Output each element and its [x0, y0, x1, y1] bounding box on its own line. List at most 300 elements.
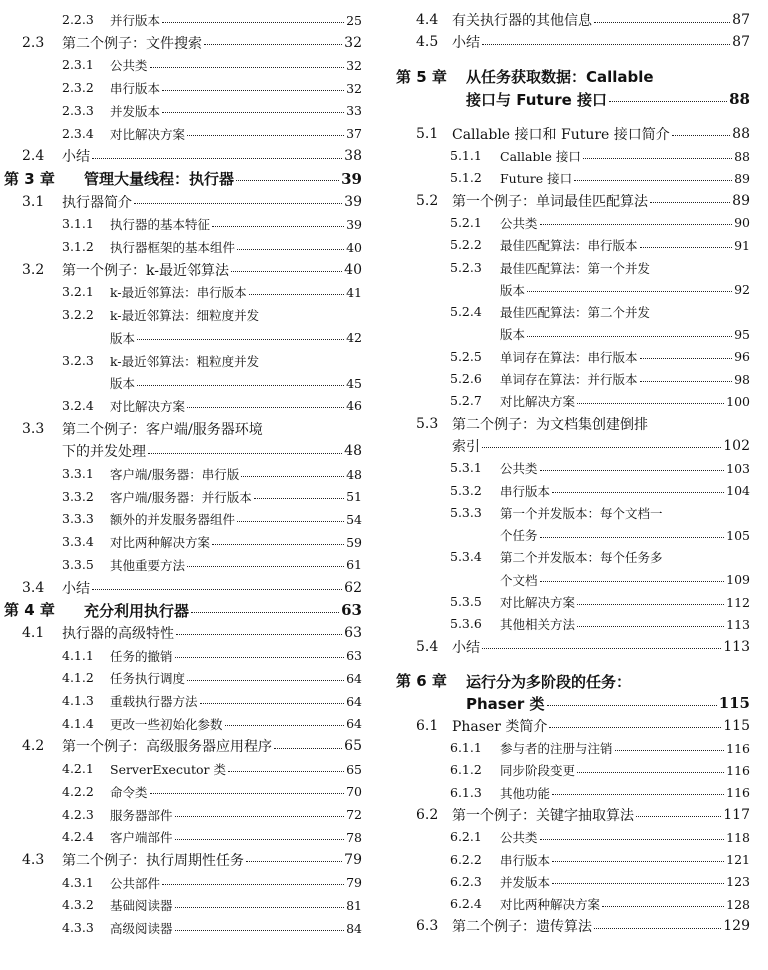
- toc-entry: [0, 281, 362, 303]
- toc-entry-title: 版本: [500, 327, 526, 343]
- toc-entry: [392, 390, 750, 412]
- dot-leader: [274, 748, 342, 749]
- toc-entry-page: 115: [723, 717, 750, 734]
- toc-entry-number: 6.1.3: [450, 784, 482, 800]
- dot-leader: [175, 930, 345, 931]
- toc-entry-number: 4.2.3: [62, 806, 94, 822]
- toc-entry-title: 客户端/服务器：串行版: [110, 467, 240, 482]
- toc-entry-number: 3.3: [22, 420, 45, 437]
- toc-entry-number: 3.1.2: [62, 239, 94, 254]
- toc-entry-title: Future 接口: [500, 171, 573, 187]
- dot-leader: [549, 727, 721, 728]
- toc-entry-number: 2.3: [22, 34, 45, 51]
- toc-entry-title: k-最近邻算法：粗粒度并发: [110, 353, 260, 369]
- dot-leader: [577, 626, 724, 627]
- toc-entry-number: 4.1.2: [62, 670, 94, 686]
- toc-entry-page: 88: [734, 148, 750, 164]
- dot-leader: [540, 537, 725, 538]
- toc-entry-number: 5.3.1: [450, 460, 482, 476]
- toc-entry-title: 第二个例子：执行周期性任务: [62, 852, 244, 869]
- toc-entry-page: 65: [346, 761, 362, 777]
- toc-entry-number: 5.1: [416, 125, 439, 142]
- toc-entry-title: 有关执行器的其他信息: [452, 13, 592, 29]
- toc-entry: [392, 66, 750, 88]
- toc-entry-page: 33: [346, 103, 362, 119]
- toc-entry: [0, 463, 362, 485]
- toc-entry-title: 版本: [500, 282, 526, 298]
- toc-entry-title: 从任务获取数据：Callable: [466, 68, 654, 87]
- toc-entry: [0, 372, 362, 394]
- toc-entry-page: 104: [726, 483, 750, 499]
- toc-entry-number: 3.3.5: [62, 556, 94, 572]
- toc-entry: [392, 145, 750, 167]
- dot-leader: [672, 135, 730, 136]
- toc-entry-title: k-最近邻算法：串行版本: [110, 285, 247, 301]
- dot-leader: [148, 453, 342, 454]
- toc-entry-page: 64: [346, 693, 362, 709]
- toc-entry-page: 40: [346, 239, 362, 255]
- toc-entry-title: 公共类: [500, 215, 538, 231]
- toc-entry-title: 最佳匹配算法：串行版本: [500, 238, 638, 254]
- dot-leader: [482, 44, 730, 45]
- toc-entry: [0, 917, 362, 939]
- toc-entry-number: 4.4: [416, 12, 439, 28]
- toc-entry-page: 103: [726, 460, 750, 476]
- toc-entry-page: 121: [726, 852, 750, 868]
- dot-leader: [137, 339, 344, 340]
- toc-entry-page: 109: [726, 572, 750, 588]
- dot-leader: [552, 883, 724, 884]
- toc-entry-page: 123: [726, 874, 750, 890]
- toc-entry-number: 6.3: [416, 918, 439, 935]
- toc-entry-page: 40: [344, 261, 362, 278]
- toc-entry: [0, 486, 362, 508]
- toc-entry: [392, 301, 750, 323]
- toc-entry-number: 5.2.2: [450, 237, 482, 253]
- toc-entry-title: Phaser 类: [466, 694, 545, 713]
- toc-entry-number: 4.2: [22, 738, 45, 755]
- toc-entry-number: 5.3: [416, 415, 439, 432]
- toc-entry-page: 48: [346, 466, 362, 482]
- dot-leader: [527, 336, 732, 337]
- toc-entry-number: 5.2.1: [450, 214, 482, 230]
- toc-entry-page: 90: [734, 215, 750, 231]
- dot-leader: [552, 492, 724, 493]
- dot-leader: [640, 247, 733, 248]
- toc-entry-number: 5.2.5: [450, 348, 482, 364]
- toc-entry-page: 79: [346, 875, 362, 891]
- dot-leader: [540, 224, 733, 225]
- toc-entry-page: 54: [346, 511, 362, 527]
- toc-entry: [0, 168, 362, 190]
- dot-leader: [175, 816, 345, 817]
- toc-entry-title: 对比解决方案: [110, 398, 186, 414]
- toc-entry-title: 客户端/服务器：并行版本: [110, 489, 252, 505]
- dot-leader: [527, 291, 732, 292]
- toc-entry-page: 39: [341, 169, 362, 188]
- toc-entry-number: 6.2.4: [450, 896, 482, 912]
- toc-entry: [0, 781, 362, 803]
- toc-entry-page: 117: [723, 806, 750, 823]
- toc-entry-number: 4.3.3: [62, 920, 94, 935]
- toc-entry: [392, 670, 750, 692]
- dot-leader: [574, 180, 732, 181]
- toc-entry-title: 串行版本: [500, 483, 551, 499]
- toc-entry-page: 42: [346, 330, 362, 346]
- toc-entry: [392, 524, 750, 546]
- toc-entry: [392, 190, 750, 212]
- toc-entry-page: 112: [726, 594, 750, 610]
- toc-entry: [0, 440, 362, 462]
- dot-leader: [134, 203, 342, 204]
- toc-entry-number: 4.1.4: [62, 715, 94, 731]
- toc-entry-page: 48: [344, 443, 362, 460]
- toc-entry-number: 6.2.2: [450, 851, 482, 867]
- toc-entry-number: 3.2: [22, 261, 45, 278]
- dot-leader: [162, 90, 344, 91]
- toc-entry-number: 3.1.1: [62, 216, 94, 232]
- toc-entry: [0, 9, 362, 31]
- toc-entry-title: 单词存在算法：并行版本: [500, 372, 638, 388]
- toc-entry-title: 客户端部件: [110, 830, 173, 846]
- toc-entry: [392, 915, 750, 937]
- toc-entry-title: 执行器简介: [62, 194, 132, 211]
- toc-entry-title: 第二个例子：遗传算法: [452, 919, 592, 936]
- toc-entry-title: 第一个例子：单词最佳匹配算法: [452, 193, 648, 210]
- toc-entry-page: 96: [734, 349, 750, 365]
- toc-entry: [0, 54, 362, 76]
- toc-entry-title: 执行器框架的基本组件: [110, 240, 236, 255]
- toc-entry: [0, 508, 362, 530]
- toc-entry-number: 5.2: [416, 192, 439, 209]
- dot-leader: [212, 226, 344, 227]
- toc-entry-number: 3.3.3: [62, 511, 94, 527]
- toc-entry: [0, 667, 362, 689]
- toc-entry-title: 并发版本: [500, 874, 551, 890]
- toc-entry-title: 并行版本: [110, 13, 161, 28]
- toc-entry-title: 第二个例子：客户端/服务器环境: [62, 421, 263, 438]
- toc-entry-page: 25: [346, 12, 362, 28]
- toc-entry-page: 32: [346, 80, 362, 96]
- toc-entry: [0, 622, 362, 644]
- dot-leader: [191, 612, 339, 613]
- dot-leader: [231, 271, 342, 272]
- toc-entry: [0, 690, 362, 712]
- toc-entry-number: 第 4 章: [4, 601, 55, 620]
- toc-entry: [392, 9, 750, 31]
- toc-entry-title: 小结: [452, 35, 480, 52]
- toc-entry: [392, 257, 750, 279]
- dot-leader: [162, 22, 344, 23]
- toc-entry-number: 5.2.3: [450, 259, 482, 275]
- toc-entry-title: 下的并发处理: [62, 444, 146, 461]
- toc-entry-page: 32: [346, 57, 362, 73]
- toc-entry-title: 更改一些初始化参数: [110, 716, 223, 732]
- toc-entry-number: 4.3.2: [62, 897, 94, 913]
- dot-leader: [187, 135, 344, 136]
- toc-entry-title: 第二个并发版本：每个任务多: [500, 550, 663, 566]
- toc-entry-title: 第一个例子：k-最近邻算法: [62, 262, 229, 279]
- toc-entry: [392, 759, 750, 781]
- toc-entry: [0, 826, 362, 848]
- toc-entry-page: 63: [341, 601, 362, 620]
- toc-entry-number: 5.1.1: [450, 148, 482, 164]
- toc-entry-title: 其他功能: [500, 785, 551, 801]
- toc-entry: [392, 346, 750, 368]
- toc-entry-number: 5.3.4: [450, 549, 482, 565]
- toc-entry: [392, 457, 750, 479]
- toc-entry-title: 公共类: [500, 461, 538, 477]
- toc-entry-number: 第 3 章: [4, 169, 55, 188]
- toc-entry: [392, 88, 750, 110]
- toc-entry: [0, 395, 362, 417]
- toc-entry-title: 第二个例子：为文档集创建倒排: [452, 416, 648, 433]
- toc-entry: [0, 554, 362, 576]
- toc-entry: [0, 849, 362, 871]
- toc-entry-title: 公共类: [110, 58, 148, 74]
- dot-leader: [175, 907, 345, 908]
- toc-entry: [392, 480, 750, 502]
- toc-entry: [392, 502, 750, 524]
- toc-entry-page: 46: [346, 398, 362, 414]
- dot-leader: [577, 403, 724, 404]
- toc-entry-page: 92: [734, 282, 750, 298]
- toc-entry-title: 参与者的注册与注销: [500, 741, 613, 757]
- toc-entry: [0, 236, 362, 258]
- toc-entry: [0, 327, 362, 349]
- toc-entry: [392, 413, 750, 435]
- toc-entry-page: 41: [346, 284, 362, 300]
- toc-entry-number: 6.1.2: [450, 762, 482, 778]
- toc-entry-page: 72: [346, 807, 362, 822]
- toc-entry-title: 并发版本: [110, 103, 161, 119]
- toc-entry-page: 116: [726, 762, 750, 778]
- dot-leader: [552, 861, 724, 862]
- toc-entry-title: 个文档: [500, 572, 538, 588]
- toc-entry: [392, 279, 750, 301]
- toc-entry: [0, 872, 362, 894]
- toc-entry: [0, 191, 362, 213]
- toc-entry-title: 串行版本: [110, 81, 161, 97]
- toc-entry: [392, 893, 750, 915]
- toc-entry-title: 同步阶段变更: [500, 763, 576, 779]
- toc-entry-title: 管理大量线程：执行器: [84, 170, 235, 189]
- toc-entry-number: 3.2.3: [62, 352, 94, 368]
- toc-entry-title: 任务的撤销: [110, 648, 173, 664]
- toc-entry-number: 3.3.4: [62, 534, 94, 550]
- toc-entry-page: 59: [346, 534, 362, 550]
- dot-leader: [583, 158, 732, 159]
- toc-entry-number: 4.3.1: [62, 874, 94, 890]
- toc-entry-page: 63: [346, 648, 362, 664]
- toc-entry: [0, 123, 362, 145]
- toc-entry-title: 公共部件: [110, 875, 161, 891]
- toc-entry: [0, 32, 362, 54]
- toc-entry: [392, 234, 750, 256]
- toc-entry-page: 32: [344, 34, 362, 51]
- toc-entry-number: 3.3.2: [62, 488, 94, 504]
- toc-entry-title: 执行器的高级特性: [62, 625, 174, 642]
- dot-leader: [150, 793, 345, 794]
- toc-entry-page: 64: [346, 670, 362, 686]
- toc-entry-title: 接口与 Future 接口: [466, 90, 608, 109]
- toc-entry-title: k-最近邻算法：细粒度并发: [110, 308, 260, 324]
- toc-entry: [0, 77, 362, 99]
- toc-entry-number: 5.3.3: [450, 504, 482, 520]
- toc-entry-title: 命令类: [110, 784, 148, 800]
- toc-entry-page: 129: [723, 918, 750, 935]
- toc-entry: [392, 546, 750, 568]
- toc-entry: [0, 350, 362, 372]
- toc-entry: [392, 826, 750, 848]
- toc-entry-number: 第 6 章: [396, 672, 447, 691]
- toc-entry-page: 51: [346, 489, 362, 505]
- dot-leader: [175, 839, 345, 840]
- toc-entry-number: 3.2.2: [62, 307, 94, 323]
- dot-leader: [609, 101, 727, 102]
- toc-entry-page: 128: [726, 896, 750, 912]
- toc-entry: [392, 569, 750, 591]
- dot-leader: [204, 44, 342, 45]
- dot-leader: [640, 381, 733, 382]
- toc-entry-page: 39: [346, 216, 362, 232]
- toc-entry-title: 小结: [62, 580, 90, 597]
- toc-entry-page: 91: [734, 237, 750, 253]
- toc-entry: [392, 591, 750, 613]
- toc-entry-page: 113: [726, 616, 750, 632]
- dot-leader: [254, 498, 344, 499]
- dot-leader: [162, 884, 344, 885]
- dot-leader: [246, 861, 342, 862]
- toc-entry: [0, 304, 362, 326]
- toc-entry-page: 65: [344, 738, 362, 755]
- toc-entry-title: 个任务: [500, 528, 538, 544]
- toc-entry-title: 额外的并发服务器组件: [110, 512, 236, 528]
- toc-entry-title: 对比解决方案: [500, 394, 576, 410]
- toc-entry-number: 3.2.4: [62, 397, 94, 413]
- toc-entry-title: 第一个并发版本：每个文档一: [500, 505, 663, 521]
- toc-entry-number: 5.2.6: [450, 371, 482, 387]
- toc-entry-title: 其他相关方法: [500, 617, 576, 633]
- dot-leader: [594, 928, 721, 929]
- toc-entry-number: 4.3: [22, 851, 45, 868]
- toc-entry-title: 最佳匹配算法：第二个并发: [500, 305, 651, 321]
- toc-entry-page: 87: [732, 34, 750, 51]
- toc-entry-number: 2.4: [22, 148, 45, 165]
- dot-leader: [482, 648, 721, 649]
- toc-entry: [0, 145, 362, 167]
- toc-entry-title: 单词存在算法：串行版本: [500, 349, 638, 365]
- toc-entry: [392, 715, 750, 737]
- toc-entry-title: 第一个例子：关键字抽取算法: [452, 807, 634, 824]
- toc-entry-page: 88: [729, 90, 750, 109]
- toc-entry: [392, 212, 750, 234]
- dot-leader: [577, 772, 724, 773]
- toc-entry-title: 最佳匹配算法：第一个并发: [500, 260, 651, 276]
- toc-entry-page: 81: [346, 897, 362, 913]
- toc-entry-number: 5.4: [416, 638, 439, 655]
- toc-entry-title: 小结: [452, 639, 480, 656]
- toc-entry-title: 重载执行器方法: [110, 694, 198, 709]
- toc-entry-title: 服务器部件: [110, 807, 173, 823]
- toc-entry: [392, 804, 750, 826]
- toc-entry: [0, 418, 362, 440]
- toc-entry-page: 70: [346, 784, 362, 800]
- toc-entry-number: 4.1: [22, 624, 45, 641]
- dot-leader: [225, 725, 345, 726]
- dot-leader: [237, 521, 344, 522]
- toc-entry-page: 102: [723, 437, 750, 454]
- toc-entry-page: 89: [732, 192, 750, 209]
- toc-entry: [0, 804, 362, 826]
- toc-entry-title: Callable 接口: [500, 149, 581, 165]
- toc-entry-page: 89: [734, 170, 750, 186]
- dot-leader: [237, 249, 344, 250]
- dot-leader: [176, 634, 342, 635]
- toc-entry-page: 78: [346, 829, 362, 845]
- toc-entry-page: 38: [344, 148, 362, 165]
- toc-entry-title: 其他重要方法: [110, 557, 186, 573]
- toc-entry-number: 5.2.7: [450, 393, 482, 409]
- dot-leader: [640, 358, 733, 359]
- toc-entry-title: 对比解决方案: [500, 595, 576, 611]
- toc-entry-number: 5.1.2: [450, 170, 482, 186]
- toc-entry-title: 索引: [452, 438, 480, 455]
- toc-entry: [392, 692, 750, 714]
- dot-leader: [92, 158, 342, 159]
- dot-leader: [187, 680, 344, 681]
- toc-entry: [392, 31, 750, 53]
- toc-entry-title: Phaser 类简介: [452, 718, 548, 735]
- toc-entry-number: 4.1.1: [62, 647, 94, 663]
- dot-leader: [228, 771, 344, 772]
- toc-entry: [392, 167, 750, 189]
- toc-entry-page: 88: [732, 125, 750, 142]
- toc-entry-page: 84: [346, 920, 362, 936]
- toc-entry: [392, 782, 750, 804]
- toc-entry-title: 第二个例子：文件搜索: [62, 35, 202, 52]
- toc-entry-title: 执行器的基本特征: [110, 217, 211, 233]
- toc-entry-page: 116: [726, 740, 750, 756]
- toc-entry-number: 3.2.1: [62, 284, 94, 300]
- toc-entry: [0, 577, 362, 599]
- toc-entry-title: ServerExecutor 类: [110, 762, 226, 778]
- toc-entry: [0, 894, 362, 916]
- dot-leader: [175, 657, 345, 658]
- toc-entry-number: 2.3.2: [62, 80, 94, 96]
- toc-entry-number: 3.4: [22, 579, 45, 596]
- toc-entry-number: 2.3.1: [62, 57, 94, 73]
- toc-entry-number: 2.3.4: [62, 125, 94, 141]
- toc-entry-number: 5.2.4: [450, 304, 482, 320]
- toc-entry: [392, 323, 750, 345]
- toc-entry-title: 对比两种解决方案: [110, 535, 211, 551]
- toc-entry-number: 第 5 章: [396, 67, 447, 86]
- toc-entry-title: 小结: [62, 149, 90, 166]
- toc-entry: [0, 100, 362, 122]
- dot-leader: [92, 589, 342, 590]
- toc-entry-number: 4.2.4: [62, 829, 94, 845]
- toc-entry-page: 37: [346, 126, 362, 141]
- toc-entry: [0, 713, 362, 735]
- dot-leader: [236, 180, 339, 181]
- toc-entry: [0, 758, 362, 780]
- dot-leader: [540, 470, 725, 471]
- dot-leader: [540, 839, 725, 840]
- toc-entry-number: 4.5: [416, 34, 439, 51]
- toc-entry-number: 6.1: [416, 717, 439, 734]
- toc-entry-page: 115: [718, 694, 750, 713]
